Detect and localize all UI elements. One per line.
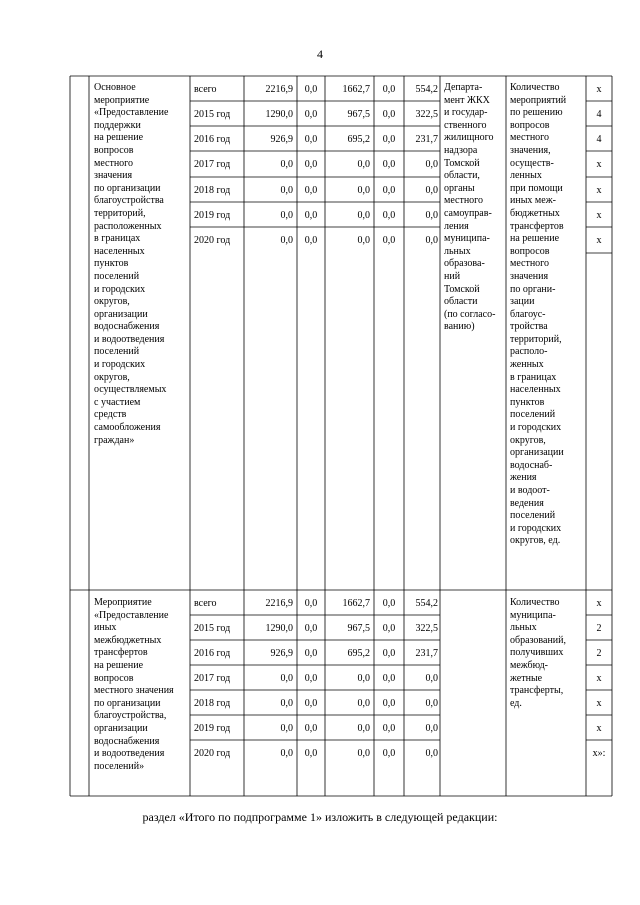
extra-cell: 322,5	[415, 109, 438, 120]
period-cell: всего	[194, 84, 217, 95]
federal-cell: 0,0	[304, 748, 318, 759]
regional-cell: 0,0	[357, 210, 370, 221]
local-cell: 0,0	[382, 598, 396, 609]
total-cell: 0,0	[280, 748, 293, 759]
local-cell: 0,0	[382, 235, 396, 246]
period-cell: 2018 год	[194, 185, 231, 196]
period-cell: 2016 год	[194, 648, 231, 659]
extra-cell: 554,2	[415, 84, 438, 95]
local-cell: 0,0	[382, 673, 396, 684]
federal-cell: 0,0	[304, 159, 318, 170]
total-cell: 1290,0	[265, 623, 293, 634]
extra-cell: 231,7	[415, 648, 438, 659]
block2-title: Мероприятие «Предоставление иных межбюджетных трансфертов на решение вопросов местного значения по организации благоустройства, организации водоснабжения и водоотведения поселений»	[94, 597, 174, 772]
regional-cell: 0,0	[357, 235, 370, 246]
indicator-value: x»:	[592, 748, 606, 759]
extra-cell: 0,0	[425, 185, 438, 196]
extra-cell: 0,0	[425, 748, 438, 759]
period-cell: 2016 год	[194, 134, 231, 145]
regional-cell: 695,2	[347, 134, 370, 145]
regional-cell: 0,0	[357, 673, 370, 684]
regional-cell: 0,0	[357, 748, 370, 759]
total-cell: 2216,9	[265, 84, 293, 95]
total-cell: 0,0	[280, 235, 293, 246]
section-instruction-text: раздел «Итого по подпрограмме 1» изложить в следующей редакции:	[142, 810, 498, 824]
regional-cell: 0,0	[357, 723, 370, 734]
block1-executor: Департа- мент ЖКХ и государ- ственного жилищного надзора Томской области, органы местного самоуправ- ления муниципа- льных образова- ний Томской области (по согласо- ванию)	[444, 82, 496, 333]
extra-cell: 554,2	[415, 598, 438, 609]
extra-cell: 0,0	[425, 698, 438, 709]
local-cell: 0,0	[382, 109, 396, 120]
period-cell: 2018 год	[194, 698, 231, 709]
federal-cell: 0,0	[304, 210, 318, 221]
federal-cell: 0,0	[304, 698, 318, 709]
period-cell: 2017 год	[194, 159, 231, 170]
indicator-value: x	[596, 598, 602, 609]
federal-cell: 0,0	[304, 723, 318, 734]
regional-cell: 1662,7	[342, 598, 370, 609]
local-cell: 0,0	[382, 623, 396, 634]
regional-cell: 0,0	[357, 159, 370, 170]
local-cell: 0,0	[382, 185, 396, 196]
total-cell: 1290,0	[265, 109, 293, 120]
total-cell: 926,9	[270, 648, 293, 659]
extra-cell: 231,7	[415, 134, 438, 145]
extra-cell: 0,0	[425, 159, 438, 170]
federal-cell: 0,0	[304, 623, 318, 634]
total-cell: 0,0	[280, 210, 293, 221]
local-cell: 0,0	[382, 698, 396, 709]
indicator-value: x	[596, 159, 602, 170]
total-cell: 0,0	[280, 185, 293, 196]
federal-cell: 0,0	[304, 673, 318, 684]
period-cell: 2019 год	[194, 723, 231, 734]
regional-cell: 695,2	[347, 648, 370, 659]
block1-title: Основное мероприятие «Предоставление поддержки на решение вопросов местного значения по организации благоустройства территорий, расположенных в границах населенных пунктов поселений и городских округов, организации водоснабжения и водоотведения поселений и городских округов, осуществляемых с участием средств самообложения граждан»	[94, 82, 169, 446]
total-cell: 0,0	[280, 698, 293, 709]
indicator-value: 2	[596, 648, 602, 659]
federal-cell: 0,0	[304, 84, 318, 95]
federal-cell: 0,0	[304, 235, 318, 246]
local-cell: 0,0	[382, 648, 396, 659]
regional-cell: 0,0	[357, 698, 370, 709]
federal-cell: 0,0	[304, 185, 318, 196]
federal-cell: 0,0	[304, 109, 318, 120]
indicator-value: x	[596, 210, 602, 221]
period-cell: 2015 год	[194, 623, 231, 634]
total-cell: 926,9	[270, 134, 293, 145]
page-number: 4	[317, 47, 323, 61]
period-cell: 2019 год	[194, 210, 231, 221]
indicator-value: x	[596, 84, 602, 95]
period-cell: 2015 год	[194, 109, 231, 120]
indicator-value: x	[596, 185, 602, 196]
total-cell: 2216,9	[265, 598, 293, 609]
regional-cell: 967,5	[347, 623, 370, 634]
extra-cell: 0,0	[425, 210, 438, 221]
federal-cell: 0,0	[304, 134, 318, 145]
total-cell: 0,0	[280, 723, 293, 734]
indicator-value: x	[596, 235, 602, 246]
extra-cell: 0,0	[425, 235, 438, 246]
period-cell: 2020 год	[194, 235, 231, 246]
period-cell: 2020 год	[194, 748, 231, 759]
local-cell: 0,0	[382, 723, 396, 734]
block2-indicator: Количество муниципа- льных образований, получивших межбюд- жетные трансферты, ед.	[510, 597, 567, 709]
regional-cell: 0,0	[357, 185, 370, 196]
period-cell: всего	[194, 598, 217, 609]
regional-cell: 967,5	[347, 109, 370, 120]
indicator-value: x	[596, 723, 602, 734]
local-cell: 0,0	[382, 134, 396, 145]
indicator-value: 4	[596, 109, 602, 120]
federal-cell: 0,0	[304, 598, 318, 609]
local-cell: 0,0	[382, 84, 396, 95]
period-cell: 2017 год	[194, 673, 231, 684]
local-cell: 0,0	[382, 748, 396, 759]
extra-cell: 0,0	[425, 673, 438, 684]
regional-cell: 1662,7	[342, 84, 370, 95]
federal-cell: 0,0	[304, 648, 318, 659]
extra-cell: 322,5	[415, 623, 438, 634]
total-cell: 0,0	[280, 673, 293, 684]
indicator-value: x	[596, 673, 602, 684]
extra-cell: 0,0	[425, 723, 438, 734]
indicator-value: 2	[596, 623, 602, 634]
block1-indicator: Количество мероприятий по решению вопросов местного значения, осуществ- ленных при помощи иных меж- бюджетных трансфертов на решение вопросов местного значения по органи- зации благоус- тройства территорий, располо- женных в границах населенных пунктов поселений и городских округов, организации водоснаб- жения и водоот- ведения поселений и городских округов, ед.	[510, 82, 567, 547]
local-cell: 0,0	[382, 159, 396, 170]
total-cell: 0,0	[280, 159, 293, 170]
indicator-value: x	[596, 698, 602, 709]
local-cell: 0,0	[382, 210, 396, 221]
indicator-value: 4	[596, 134, 602, 145]
